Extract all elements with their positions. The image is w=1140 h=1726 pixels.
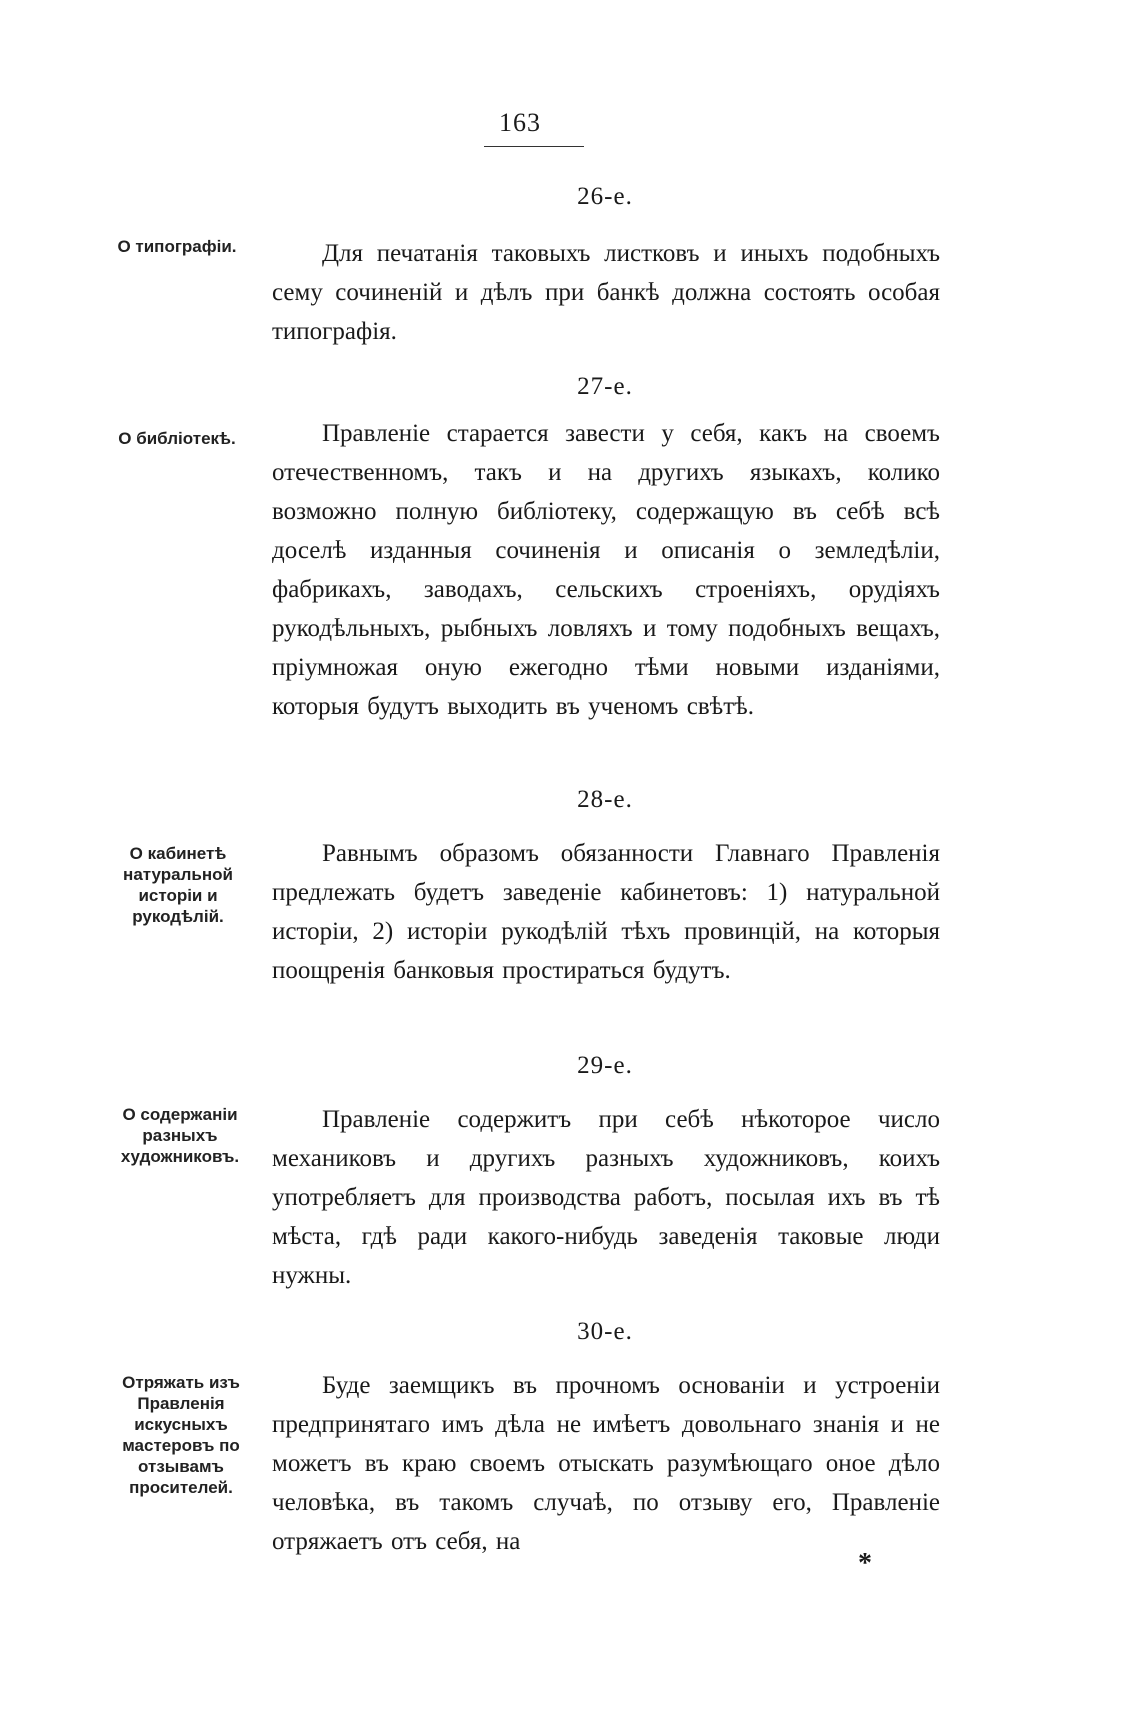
section-heading-29: 29-е. xyxy=(577,1052,633,1079)
section-text-30: Буде заемщикъ въ прочномъ основаніи и устроеніи предпринятаго имъ дѣла не имѣетъ довольнаго знанія и не можетъ въ краю своемъ отыскать разумѣющаго оное дѣло человѣка, въ такомъ случаѣ, по отзыву его, Правленіе отряжаетъ отъ себя, на xyxy=(272,1372,940,1555)
section-text-28: Равнымъ образомъ обязанности Главнаго Правленія предлежать будетъ заведеніе кабинетовъ: 1) натуральной исторіи, 2) исторіи рукодѣлій тѣхъ провинцій, на которыя поощренія банковыя простираться будутъ. xyxy=(272,840,940,984)
section-heading-26: 26-е. xyxy=(577,183,633,210)
margin-note-28: О кабинетѣ натуральной исторіи и рукодѣлій. xyxy=(123,844,233,926)
section-heading-28: 28-е. xyxy=(577,786,633,813)
section-text-27: Правленіе старается завести у себя, какъ на своемъ отечественномъ, такъ и на другихъ языкахъ, колико возможно полную библіотеку, содержащую въ себѣ всѣ доселѣ изданныя сочиненія и описанія о земледѣліи, фабрикахъ, заводахъ, сельскихъ строеніяхъ, орудіяхъ рукодѣльныхъ, рыбныхъ ловляхъ и тому подобныхъ вещахъ, пріумножая оную ежегодно тѣми новыми изданіями, которыя будутъ выходить въ ученомъ свѣтѣ. xyxy=(272,420,940,720)
margin-note-26: О типографіи. xyxy=(117,237,237,256)
margin-note-27: О библіотекѣ. xyxy=(118,429,236,448)
page-number-rule xyxy=(484,146,584,147)
section-text-29: Правленіе содержитъ при себѣ нѣкоторое число механиковъ и другихъ разныхъ художниковъ, коихъ употребляетъ для производства работъ, посылая ихъ въ тѣ мѣста, гдѣ ради какого-нибудь заведенія таковые люди нужны. xyxy=(272,1106,940,1289)
section-heading-30: 30-е. xyxy=(577,1318,633,1345)
margin-note-29: О содержаніи разныхъ художниковъ. xyxy=(120,1105,240,1166)
margin-note-30: Отряжать изъ Правленія искусныхъ мастеровъ по отзывамъ просителей. xyxy=(122,1373,240,1497)
footer-asterisk: * xyxy=(858,1548,872,1579)
section-text-26: Для печатанія таковыхъ листковъ и иныхъ подобныхъ сему сочиненій и дѣлъ при банкѣ должна состоять особая типографія. xyxy=(272,240,940,345)
section-heading-27: 27-е. xyxy=(577,373,633,400)
page-number: 163 xyxy=(499,108,541,137)
